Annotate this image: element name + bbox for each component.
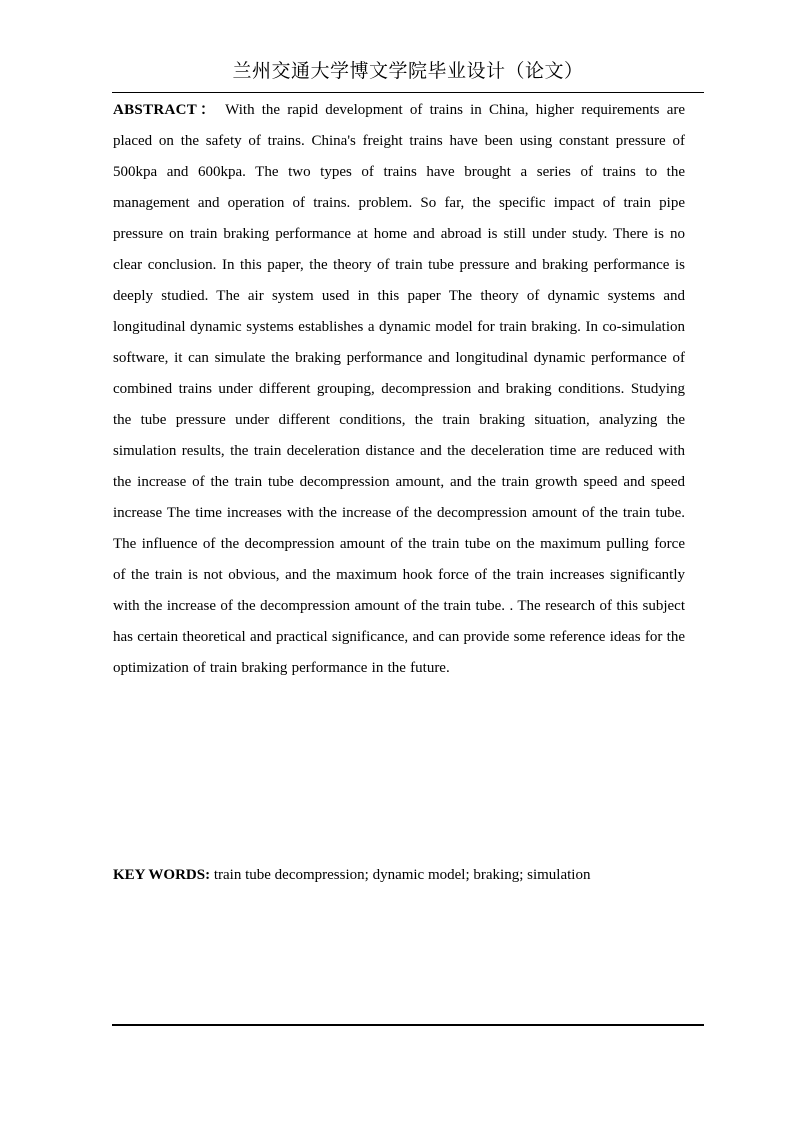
keywords-text: train tube decompression; dynamic model; braking; simulation: [213, 867, 591, 883]
abstract-text: With the rapid development of trains in China, higher requirements are placed on the safety of trains. China's freight trains have been using constant pressure of 500kpa and 600kpa. The two types of trains have brought a series of trains to the management and operation of trains. problem. So far, the specific impact of train pipe pressure on train braking performance at home and abroad is still under study. There is no clear conclusion. In this paper, the theory of train tube pressure and braking performance is deeply studied. The air system used in this paper The theory of dynamic systems and longitudinal dynamic systems establishes a dynamic model for train braking. In co-simulation software, it can simulate the braking performance and longitudinal dynamic performance of combined trains under different grouping, decompression and braking conditions. Studying the tube pressure under different conditions, the train braking situation, analyzing the simulation results, the train deceleration distance and the deceleration time are reduced with the increase of the train tube decompression amount, and the train growth speed and speed increase The time increases with the increase of the decompression amount of the train tube. The influence of the decompression amount of the train tube on the maximum pulling force of the train is not obvious, and the maximum hook force of the train increases significantly with the increase of the decompression amount of the train tube. . The research of this subject has certain theoretical and practical significance, and can provide some reference ideas for the optimization of train braking performance in the future.: [113, 102, 686, 676]
page-header-title: 兰州交通大学博文学院毕业设计（论文）: [232, 60, 584, 82]
footer-divider: [112, 1024, 704, 1026]
keywords-label: KEY WORDS:: [113, 867, 211, 883]
header-divider: [112, 92, 704, 93]
abstract-label: ABSTRACT：: [113, 102, 219, 118]
abstract-paragraph: [113, 95, 685, 684]
keywords-line: [113, 860, 685, 891]
